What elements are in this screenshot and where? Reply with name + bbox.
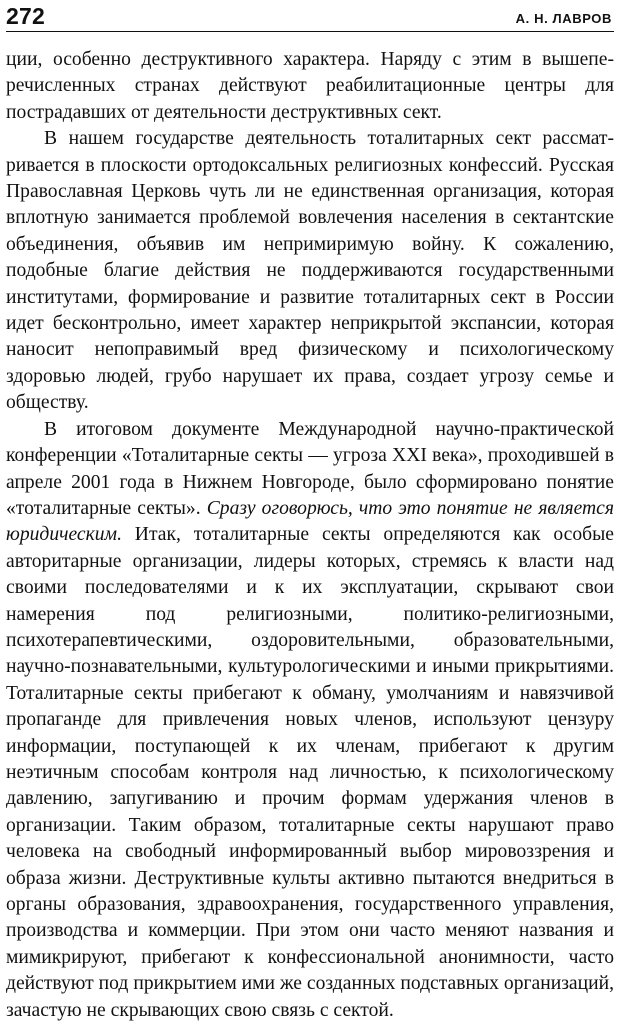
- page-number: 272: [6, 3, 45, 29]
- running-author: А. Н. ЛАВРОВ: [515, 11, 612, 26]
- running-header: [6, 2, 614, 32]
- paragraph-3-text-before: В итоговом документе Международной научно-практической конференции «Тоталитарные секты — угроза XXI века», проходившей в апреле 2001 года в Нижнем Новгороде, было сформировано понятие «тоталитарные секты».: [6, 418, 614, 519]
- page-body: [6, 47, 614, 1024]
- paragraph-2: В нашем государстве деятельность тоталитарных сект рассматривается в плоскости ортодоксальных религиозных конфессий. Русская Православная Церковь чуть ли не единственная организация, которая вплотную занимается проблемой вовлечения населения в сектантские объединения, объявив им непримиримую войну. К сожалению, подобные благие действия не поддерживаются государственными институтами, формирование и развитие тоталитарных сект в России идет бесконтрольно, имеет характер неприкрытой экспансии, которая наносит непоправимый вред физическому и психологическому здоровью людей, грубо нарушает их права, создает угрозу семье и обществу.: [6, 128, 614, 414]
- paragraph-3-text-after: Итак, тоталитарные секты определяются как особые авторитарные организации, лидеры которых, стремясь к власти над своими последователями и к их эксплуатации, скрывают свои намерения под религиозными, политико-религиозными, психотерапевтическими, оздоровительными, образовательными, научно-познавательными, культурологическими и иными прикрытиями. Тоталитарные секты прибегают к обману, умолчаниям и навязчивой пропаганде для привлечения новых членов, используют цензуру информации, поступающей к их членам, прибегают к другим неэтичным способам контроля над личностью, к психологическому давлению, запугиванию и прочим формам удержания членов в организации. Таким образом, тоталитарные секты нарушают право человека на свободный информированный выбор мировоззрения и образа жизни. Деструктивные культы активно пытаются внедриться в органы образования, здравоохранения, государственного управления, производства и коммерции. При этом они часто меняют названия и мимикрируют, прибегают к конфессиональной анонимности, часто действуют под прикрытием ими же созданных подставных организаций, зачастую не скрывающих свою связь с сектой.: [6, 524, 614, 1021]
- paragraph-3: [6, 417, 614, 1024]
- paragraph-1: ции, особенно деструктивного характера. Наряду с этим в вышеперечисленных странах действуют реабилитационные центры для пострадавших от деятельности деструктивных сект.: [6, 49, 614, 123]
- paragraph-3-italic-remark: Сразу оговорюсь, что это понятие не является юридическим.: [6, 497, 614, 546]
